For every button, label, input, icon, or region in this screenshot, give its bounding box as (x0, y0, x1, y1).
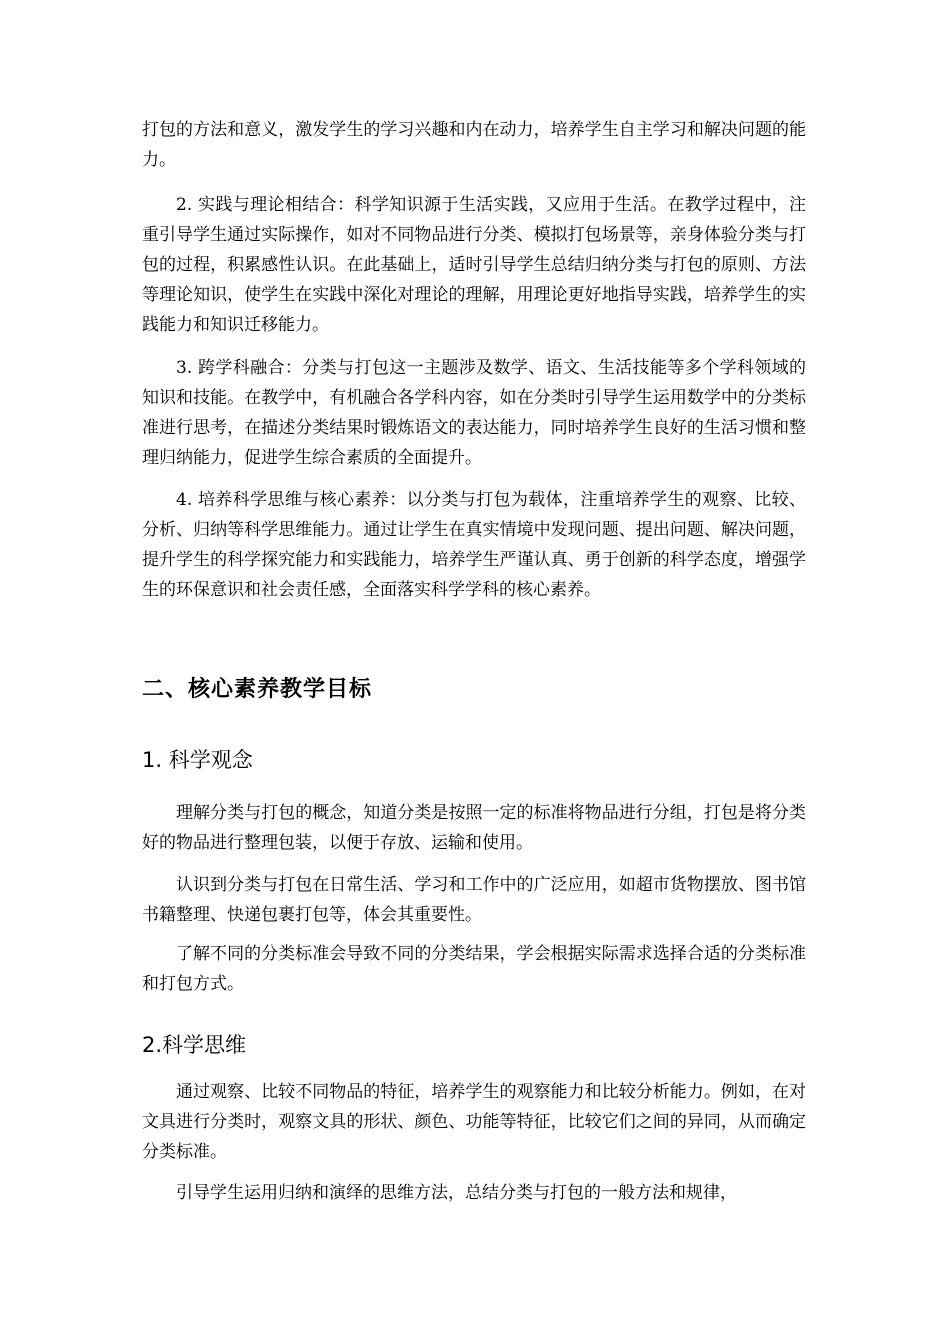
intro-paragraph-3: 3. 跨学科融合：分类与打包这一主题涉及数学、语文、生活技能等多个学科领域的知识和技能。在教学中，有机融合各学科内容，如在分类时引导学生运用数学中的分类标准进行思考，在描述分类结果时锻炼语文的表达能力，同时培养学生良好的生活习惯和整理归纳能力，促进学生综合素质的全面提升。 (142, 358, 806, 468)
intro-paragraph-2: 2. 实践与理论相结合：科学知识源于生活实践，又应用于生活。在教学过程中，注重引导学生通过实际操作，如对不同物品进行分类、模拟打包场景等，亲身体验分类与打包的过程，积累感性认识。在此基础上，适时引导学生总结归纳分类与打包的原则、方法等理论知识，使学生在实践中深化对理论的理解，用理论更好地指导实践，培养学生的实践能力和知识迁移能力。 (142, 195, 806, 335)
science-concept-paragraph-3: 了解不同的分类标准会导致不同的分类结果，学会根据实际需求选择合适的分类标准和打包方式。 (142, 944, 806, 994)
science-concept-paragraph-2: 认识到分类与打包在日常生活、学习和工作中的广泛应用，如超市货物摆放、图书馆书籍整理、快递包裹打包等，体会其重要性。 (142, 875, 806, 925)
intro-paragraph-4: 4. 培养科学思维与核心素养：以分类与打包为载体，注重培养学生的观察、比较、分析、归纳等科学思维能力。通过让学生在真实情境中发现问题、提出问题、解决问题，提升学生的科学探究能力和实践能力，培养学生严谨认真、勇于创新的科学态度，增强学生的环保意识和社会责任感，全面落实科学学科的核心素养。 (142, 490, 806, 600)
subsection-heading-science-concept: 1. 科学观念 (142, 748, 253, 772)
science-thinking-paragraph-1: 通过观察、比较不同物品的特征，培养学生的观察能力和比较分析能力。例如，在对文具进行分类时，观察文具的形状、颜色、功能等特征，比较它们之间的异同，从而确定分类标准。 (142, 1082, 806, 1162)
science-thinking-paragraph-2: 引导学生运用归纳和演绎的思维方法，总结分类与打包的一般方法和规律， (176, 1183, 737, 1203)
section-heading: 二、核心素养教学目标 (142, 677, 373, 702)
intro-paragraph-1: 打包的方法和意义，激发学生的学习兴趣和内在动力，培养学生自主学习和解决问题的能力。 (142, 120, 806, 170)
science-concept-paragraph-1: 理解分类与打包的概念，知道分类是按照一定的标准将物品进行分组，打包是将分类好的物品进行整理包装，以便于存放、运输和使用。 (142, 803, 806, 853)
subsection-heading-science-thinking: 2.科学思维 (142, 1033, 247, 1057)
